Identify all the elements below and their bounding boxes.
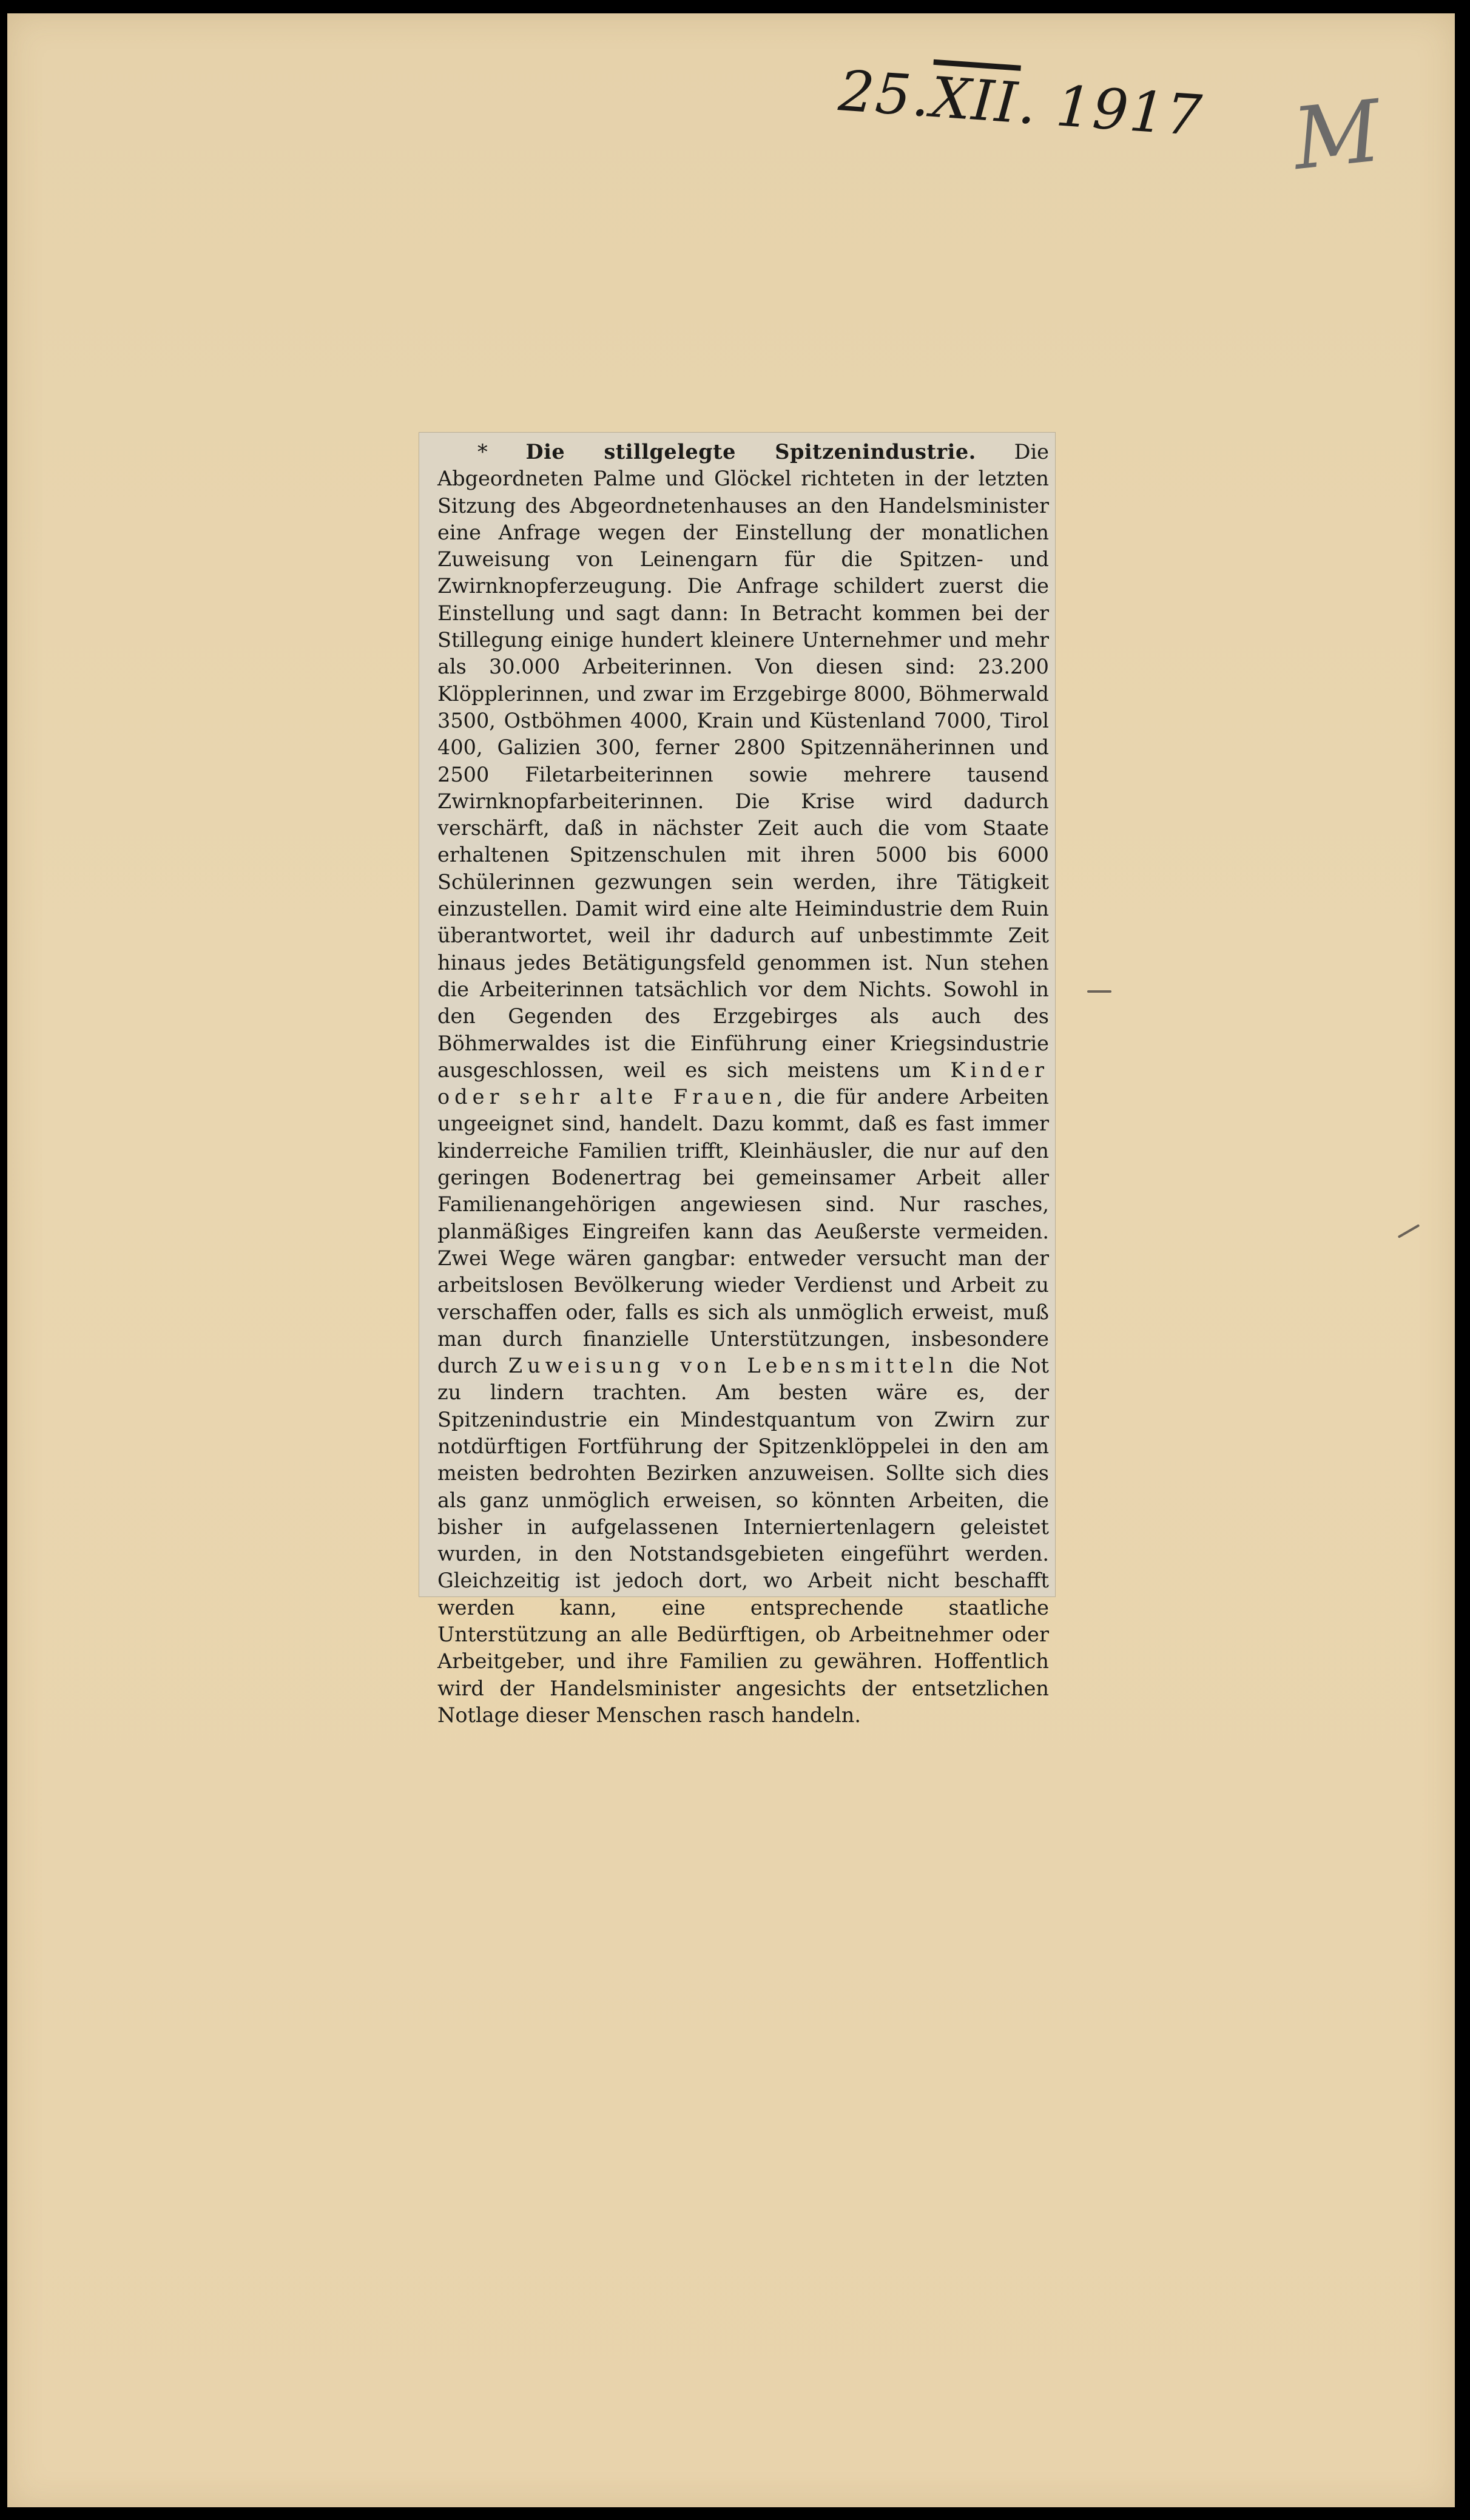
article-text: Die Abgeordneten Palme und Glöckel richteten in der letzten Sitzung des Abgeordnetenhauses an den Handelsminister eine Anfrage wegen der Einstellung der monatlichen Zuweisung von Leinengarn für die Spitzen- und Zwirnknopferzeugung. Die Anfrage schildert zuerst die Einstellung und sagt dann: In Betracht kommen bei der Stillegung einige hundert kleinere Unternehmer und mehr als 30.000 Arbeiterinnen. Von diesen sind: 23.200 Klöpplerinnen, und zwar im Erzgebirge 8000, Böhmerwald 3500, Ostböhmen 4000, Krain und Küstenland 7000, Tirol 400, Galizien 300, ferner 2800 Spitzennäherinnen und 2500 Filetarbeiterinnen sowie mehrere tausend Zwirnknopfarbeiterinnen. Die Krise wird dadurch verschärft, daß in nächster Zeit auch die vom Staate erhaltenen Spitzenschulen mit ihren 5000 bis 6000 Schülerinnen gezwungen sein werden, ihre Tätigkeit einzustellen. Damit wird eine alte Heimindustrie dem Ruin überantwortet, weil ihr dadurch auf unbestimmte Zeit hinaus jedes Betätigungsfeld genommen ist. Nun stehen die Arbeiterinnen tatsächlich vor dem Nichts. Sowohl in den Gegenden des Erzgebirges als auch des Böhmerwaldes ist die Einführung einer Kriegsindustrie ausgeschlossen, weil es sich meistens um xyxy=(437,440,1049,1082)
article-body xyxy=(437,439,1049,1729)
article-text: , die für andere Arbeiten ungeeignet sind, handelt. Dazu kommt, daß es fast immer kinderreiche Familien trifft, Kleinhäusler, die nur auf den geringen Bodenertrag bei gemeinsamer Arbeit aller Familienangehörigen angewiesen sind. Nur rasches, planmäßiges Eingreifen kann das Aeußerste vermeiden. Zwei Wege wären gangbar: entweder versucht man der arbeitslosen Bevölkerung wieder Verdienst und Arbeit zu verschaffen oder, falls es sich als unmöglich erweist, muß man durch finanzielle Unterstützungen, insbesondere durch xyxy=(437,1085,1049,1378)
handwritten-initials: M xyxy=(1288,81,1386,190)
archival-paper-sheet xyxy=(7,13,1455,2507)
article-text: die Not zu lindern trachten. Am besten wäre es, der Spitzenindustrie ein Mindestquantum von Zwirn zur notdürftigen Fortführung der Spitzenklöppelei in den am meisten bedrohten Bezirken anzuweisen. Sollte sich dies als ganz unmöglich erweisen, so könnten Arbeiten, die bisher in aufgelassenen Interniertenlagern geleistet wurden, in den Notstandsgebieten eingeführt werden. Gleichzeitig ist jedoch dort, wo Arbeit nicht beschafft werden kann, eine entsprechende staatliche Unterstützung an alle Bedürftigen, ob Arbeitnehmer oder Arbeitgeber, und ihre Familien zu gewähren. Hoffentlich wird der Handelsminister angesichts der entsetzlichen Notlage dieser Menschen rasch handeln. xyxy=(437,1354,1049,1727)
date-day: 25. xyxy=(837,58,934,130)
article-title: Die stillgelegte Spitzenindustrie. xyxy=(525,440,976,464)
paper-mark xyxy=(1087,990,1111,993)
article-marker: * xyxy=(477,440,488,464)
date-year: . 1917 xyxy=(1016,70,1205,149)
article-emphasis: Zuweisung von Lebensmitteln xyxy=(508,1354,959,1378)
paper-mark xyxy=(1398,1224,1420,1238)
date-month: $\overline{XII}$ xyxy=(928,64,1021,136)
article-emphasis: Kinder oder sehr alte Frauen xyxy=(437,1058,1049,1109)
newspaper-clipping xyxy=(419,432,1056,1727)
handwritten-date xyxy=(837,58,1205,149)
